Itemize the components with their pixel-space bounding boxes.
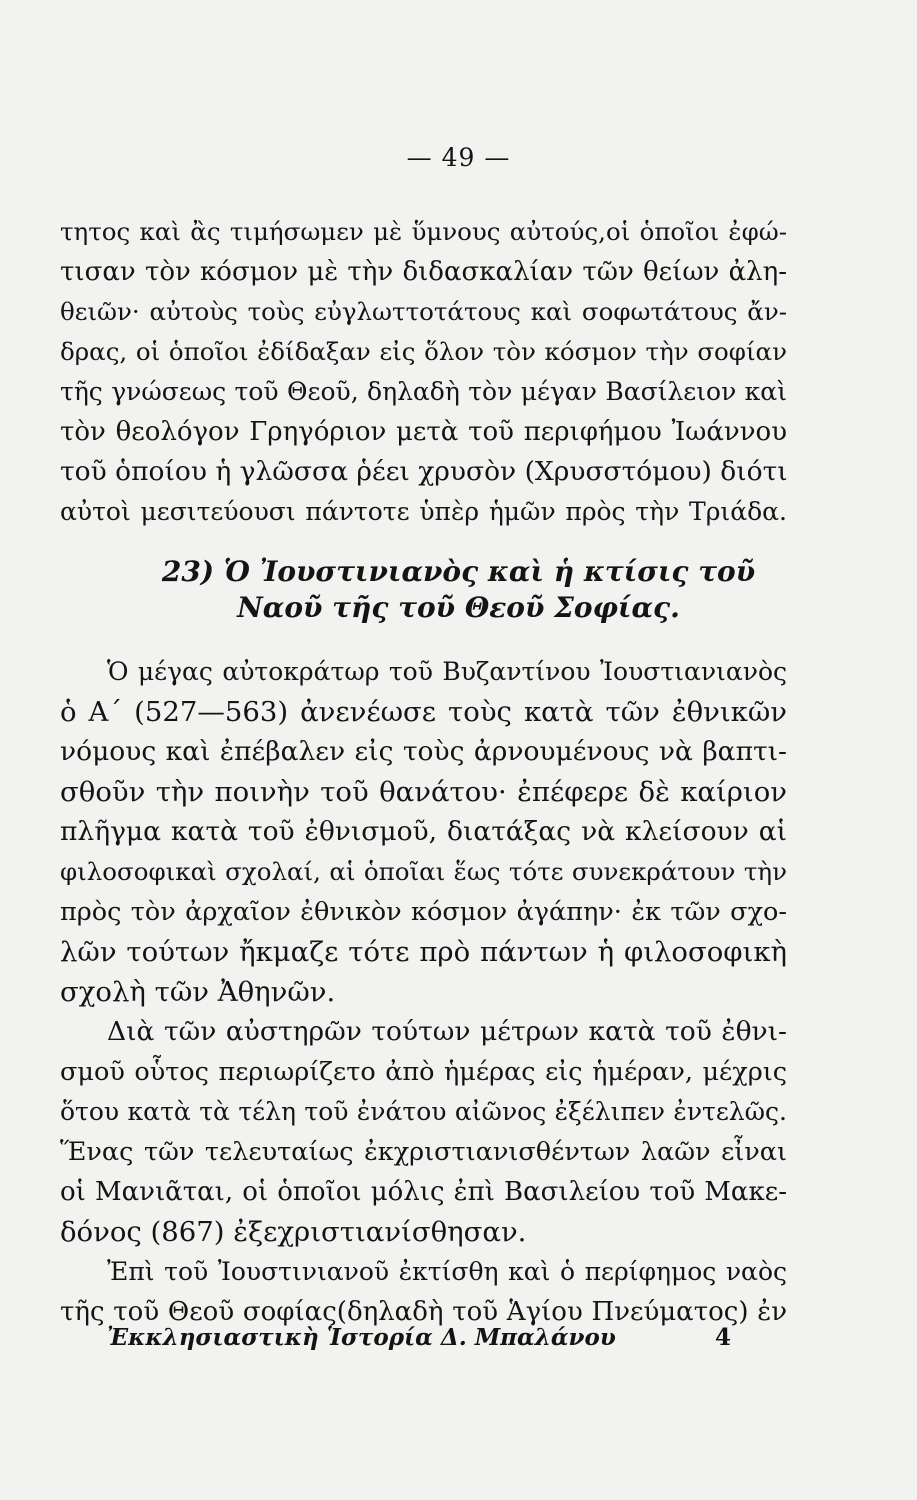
text-line: σχολὴ τῶν Ἀθηνῶν. (60, 976, 336, 1008)
text-line: Διὰ τῶν αὐστηρῶν τούτων μέτρων κατὰ τοῦ ἐθνι- (107, 1016, 787, 1047)
heading-line: Ναοῦ τῆς τοῦ Θεοῦ Σοφίας. (237, 591, 680, 624)
page-number: — 49 — (406, 143, 511, 172)
text-line: τητος καὶ ἂς τιμήσωμεν μὲ ὕμνους αὐτούς,οἱ ὁποῖοι ἐφώ- (60, 217, 787, 246)
text-line: νόμους καὶ ἐπέβαλεν εἰς τοὺς ἀρνουμένους νὰ βαπτι- (60, 736, 787, 767)
text-line: τῆς τοῦ Θεοῦ σοφίας(δηλαδὴ τοῦ Ἁγίου Πνεύματος) ἐν (60, 1297, 787, 1327)
text-line: Ἐπὶ τοῦ Ἰουστινιανοῦ ἐκτίσθη καὶ ὁ περίφημος ναὸς (107, 1257, 787, 1286)
signature-mark: 4 (715, 1324, 732, 1351)
footer-title: Ἐκκλησιαστικὴ Ἱστορία Δ. Μπαλάνου (107, 1324, 616, 1351)
text-line: σθοῦν τὴν ποινὴν τοῦ θανάτου· ἐπέφερε δὲ καίριον (60, 776, 787, 808)
text-line: δόνος (867) ἐξεχριστιανίσθησαν. (60, 1216, 527, 1248)
text-line: λῶν τούτων ἤκμαζε τότε πρὸ πάντων ἡ φιλοσοφικὴ (60, 936, 787, 968)
text-line: αὐτοὶ μεσιτεύουσι πάντοτε ὑπὲρ ἡμῶν πρὸς τὴν Τριάδα. (60, 497, 787, 526)
text-line: φιλοσοφικαὶ σχολαί, αἱ ὁποῖαι ἕως τότε συνεκράτουν τὴν (60, 857, 787, 886)
text-line: Ἕνας τῶν τελευταίως ἐκχριστιανισθέντων λαῶν εἶναι (60, 1137, 787, 1167)
text-line: τοῦ ὁποίου ἡ γλῶσσα ῥέει χρυσὸν (Χρυσστόμου) διότι (60, 456, 788, 487)
text-line: ὁ Α΄ (527—563) ἀνενέωσε τοὺς κατὰ τῶν ἐθνικῶν (60, 696, 787, 728)
text-line: τισαν τὸν κόσμον μὲ τὴν διδασκαλίαν τῶν θείων ἀλη- (60, 257, 787, 287)
text-line: τῆς γνώσεως τοῦ Θεοῦ, δηλαδὴ τὸν μέγαν Βασίλειον καὶ (60, 377, 787, 406)
text-line: πλῆγμα κατὰ τοῦ ἐθνισμοῦ, διατάξας νὰ κλείσουν αἱ (60, 816, 787, 847)
heading-line: 23) Ὁ Ἰουστινιανὸς καὶ ἡ κτίσις τοῦ (161, 555, 756, 588)
text-line: τὸν θεολόγον Γρηγόριον μετὰ τοῦ περιφήμου Ἰωάννου (60, 417, 787, 447)
text-line: οἱ Μανιᾶται, οἱ ὁποῖοι μόλις ἐπὶ Βασιλείου τοῦ Μακε- (60, 1177, 787, 1207)
text-line: ὅτου κατὰ τὰ τέλη τοῦ ἐνάτου αἰῶνος ἐξέλιπεν ἐντελῶς. (60, 1097, 787, 1126)
text-line: Ὁ μέγας αὐτοκράτωρ τοῦ Βυζαντίνου Ἰουστιανιανὸς (107, 657, 787, 686)
text-line: δρας, οἱ ὁποῖοι ἐδίδαξαν εἰς ὅλον τὸν κόσμον τὴν σοφίαν (60, 337, 787, 366)
text-line: θειῶν· αὐτοὺς τοὺς εὐγλωττοτάτους καὶ σοφωτάτους ἄν- (60, 297, 787, 326)
text-line: σμοῦ οὗτος περιωρίζετο ἀπὸ ἡμέρας εἰς ἡμέραν, μέχρις (60, 1057, 787, 1087)
text-line: πρὸς τὸν ἀρχαῖον ἐθνικὸν κόσμον ἀγάπην· ἐκ τῶν σχο- (60, 897, 787, 927)
